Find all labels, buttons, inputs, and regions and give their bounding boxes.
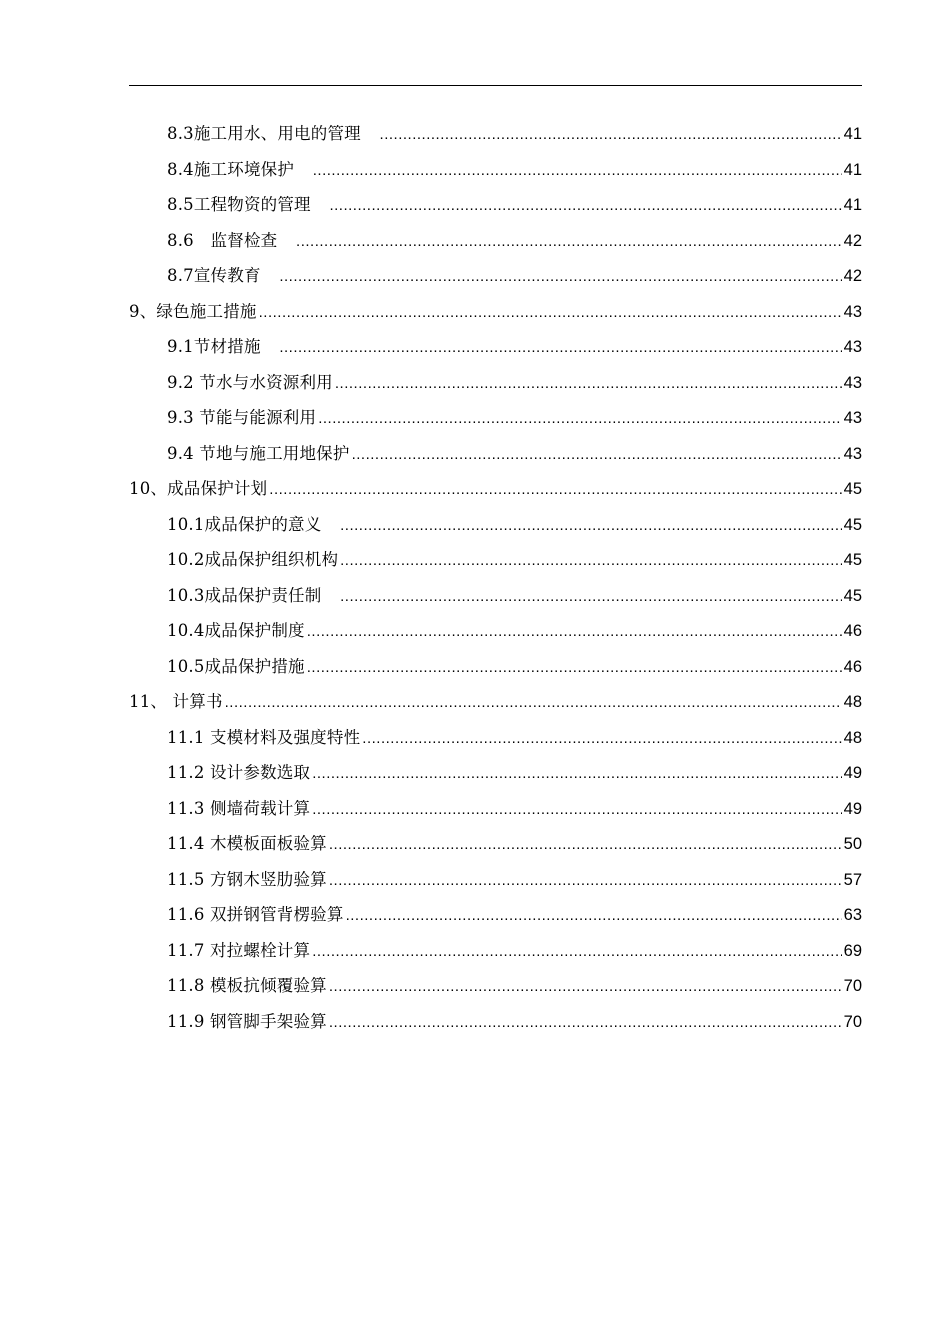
toc-entry[interactable] xyxy=(129,187,862,223)
toc-entry-page-number: 45 xyxy=(843,551,862,569)
toc-dot-leader xyxy=(340,579,842,615)
toc-dot-leader xyxy=(380,117,842,153)
toc-dot-leader xyxy=(362,721,841,757)
toc-entry-title: 8.3施工用水、用电的管理 xyxy=(167,124,378,143)
toc-entry-title: 11.2 设计参数选取 xyxy=(167,763,311,782)
toc-entry-title: 11.5 方钢木竖肋验算 xyxy=(167,869,327,889)
toc-dot-leader xyxy=(269,472,841,508)
toc-dot-leader xyxy=(352,437,842,473)
toc-entry-page-number: 43 xyxy=(843,409,862,427)
toc-dot-leader xyxy=(296,224,842,260)
toc-entry-title: 10、成品保护计划 xyxy=(129,479,268,498)
toc-dot-leader xyxy=(312,934,841,970)
toc-dot-leader xyxy=(313,153,842,189)
toc-dot-leader xyxy=(318,401,841,437)
toc-dot-leader xyxy=(279,330,841,366)
toc-entry-page-number: 41 xyxy=(843,125,862,143)
table-of-contents xyxy=(129,116,862,1039)
toc-entry[interactable] xyxy=(129,294,862,330)
toc-entry-title: 11.9 钢管脚手架验算 xyxy=(167,1011,327,1031)
toc-entry-page-number: 49 xyxy=(843,799,862,818)
toc-entry[interactable] xyxy=(129,791,862,827)
toc-entry-page-number: 43 xyxy=(843,338,862,356)
toc-entry-page-number: 46 xyxy=(843,622,862,640)
toc-entry-title: 11.4 木模板面板验算 xyxy=(167,834,327,853)
toc-dot-leader xyxy=(340,543,842,579)
toc-entry[interactable] xyxy=(129,542,862,578)
toc-dot-leader xyxy=(329,827,842,863)
toc-entry[interactable] xyxy=(129,258,862,294)
toc-entry[interactable] xyxy=(129,968,862,1004)
toc-entry-title: 9.3 节能与能源利用 xyxy=(167,408,317,427)
toc-entry-page-number: 69 xyxy=(843,941,862,960)
toc-entry-title: 11.1 支模材料及强度特性 xyxy=(167,727,361,747)
toc-dot-leader xyxy=(335,366,842,402)
toc-dot-leader xyxy=(340,508,842,544)
toc-entry[interactable] xyxy=(129,400,862,436)
toc-entry-page-number: 63 xyxy=(843,906,862,924)
toc-entry-title: 9.2 节水与水资源利用 xyxy=(167,372,333,392)
toc-entry-page-number: 45 xyxy=(843,515,862,534)
toc-entry[interactable] xyxy=(129,755,862,791)
toc-entry[interactable] xyxy=(129,613,862,649)
toc-entry-title: 8.4施工环境保护 xyxy=(167,159,311,179)
toc-entry[interactable] xyxy=(129,223,862,259)
toc-entry-page-number: 57 xyxy=(843,870,862,889)
toc-entry-page-number: 48 xyxy=(843,728,862,747)
toc-entry[interactable] xyxy=(129,649,862,685)
toc-entry[interactable] xyxy=(129,578,862,614)
toc-entry[interactable] xyxy=(129,436,862,472)
toc-entry-title: 9.4 节地与施工用地保护 xyxy=(167,443,350,463)
toc-entry[interactable] xyxy=(129,826,862,862)
toc-entry-title: 8.6 监督检查 xyxy=(167,230,295,250)
toc-dot-leader xyxy=(259,295,842,331)
toc-dot-leader xyxy=(279,259,841,295)
toc-entry[interactable] xyxy=(129,116,862,152)
toc-entry[interactable] xyxy=(129,329,862,365)
toc-entry[interactable] xyxy=(129,933,862,969)
toc-dot-leader xyxy=(312,792,841,828)
toc-dot-leader xyxy=(312,756,841,792)
toc-entry-title: 8.5工程物资的管理 xyxy=(167,195,328,214)
toc-entry[interactable] xyxy=(129,1004,862,1040)
toc-entry-page-number: 50 xyxy=(843,835,862,853)
toc-entry[interactable] xyxy=(129,152,862,188)
toc-dot-leader xyxy=(307,650,842,686)
toc-entry-title: 10.5成品保护措施 xyxy=(167,656,305,676)
toc-entry-page-number: 41 xyxy=(843,160,862,179)
toc-entry[interactable] xyxy=(129,471,862,507)
toc-entry-title: 9.1节材措施 xyxy=(167,337,278,356)
toc-entry-page-number: 45 xyxy=(843,586,862,605)
toc-entry-title: 8.7宣传教育 xyxy=(167,266,278,285)
toc-entry-page-number: 42 xyxy=(843,231,862,250)
toc-entry-title: 11.6 双拼钢管背楞验算 xyxy=(167,905,344,924)
toc-entry[interactable] xyxy=(129,720,862,756)
toc-entry-page-number: 41 xyxy=(843,196,862,214)
toc-entry[interactable] xyxy=(129,507,862,543)
toc-entry-title: 11.3 侧墙荷载计算 xyxy=(167,798,311,818)
toc-entry-title: 9、绿色施工措施 xyxy=(129,301,257,321)
toc-entry-page-number: 70 xyxy=(843,977,862,995)
toc-dot-leader xyxy=(329,969,842,1005)
toc-entry[interactable] xyxy=(129,684,862,720)
toc-entry[interactable] xyxy=(129,862,862,898)
header-rule xyxy=(129,85,862,86)
toc-entry-page-number: 46 xyxy=(843,657,862,676)
toc-entry-title: 11.7 对拉螺栓计算 xyxy=(167,940,311,960)
toc-entry-page-number: 45 xyxy=(843,480,862,498)
toc-entry-page-number: 43 xyxy=(843,444,862,463)
toc-entry-title: 10.2成品保护组织机构 xyxy=(167,550,339,569)
toc-entry[interactable] xyxy=(129,365,862,401)
toc-entry[interactable] xyxy=(129,897,862,933)
toc-dot-leader xyxy=(225,685,842,721)
toc-entry-page-number: 70 xyxy=(843,1012,862,1031)
toc-entry-title: 10.3成品保护责任制 xyxy=(167,585,339,605)
toc-dot-leader xyxy=(307,614,842,650)
toc-entry-title: 11.8 模板抗倾覆验算 xyxy=(167,976,327,995)
toc-entry-page-number: 48 xyxy=(843,693,862,711)
toc-dot-leader xyxy=(329,863,842,899)
toc-dot-leader xyxy=(329,188,841,224)
toc-entry-page-number: 43 xyxy=(843,302,862,321)
toc-entry-title: 10.1成品保护的意义 xyxy=(167,514,339,534)
toc-entry-page-number: 43 xyxy=(843,373,862,392)
toc-dot-leader xyxy=(346,898,842,934)
toc-entry-page-number: 49 xyxy=(843,764,862,782)
toc-entry-title: 11、 计算书 xyxy=(129,692,223,711)
toc-entry-page-number: 42 xyxy=(843,267,862,285)
toc-dot-leader xyxy=(329,1005,842,1041)
toc-entry-title: 10.4成品保护制度 xyxy=(167,621,305,640)
